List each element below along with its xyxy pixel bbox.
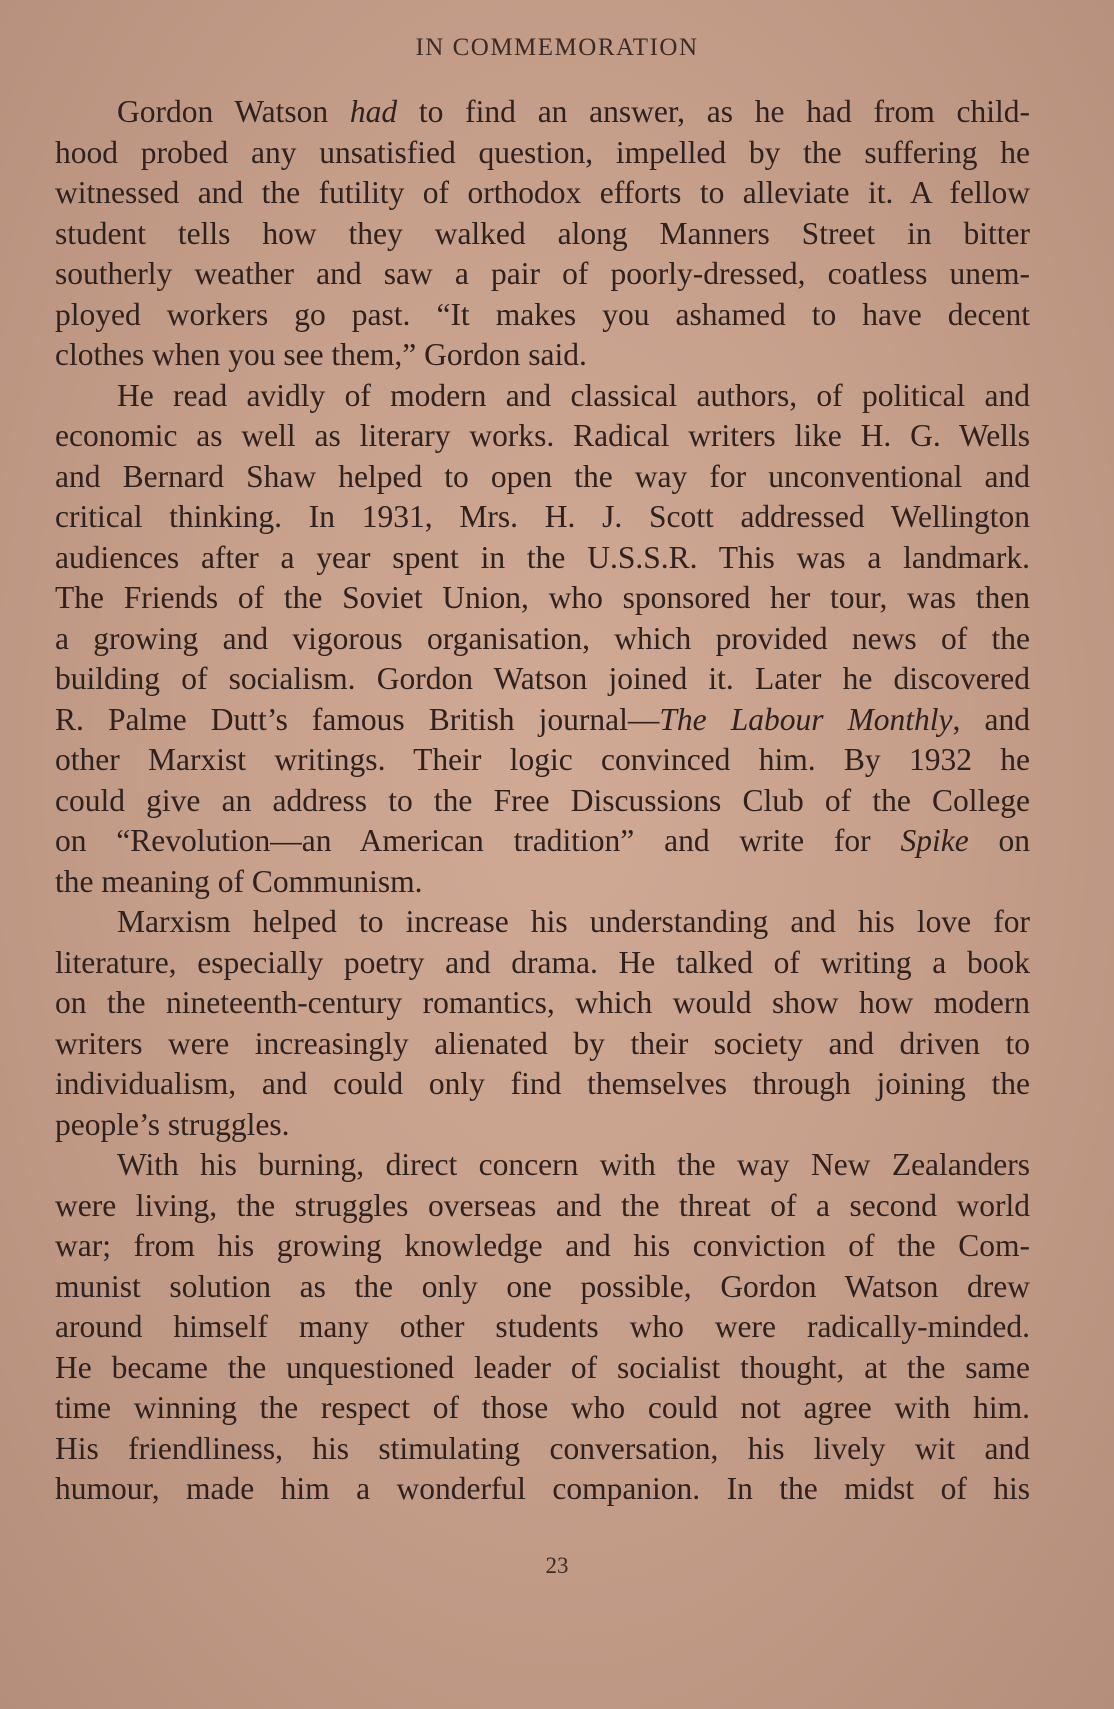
text-line [55, 983, 1030, 1024]
text-line [55, 1469, 1030, 1510]
text-line [55, 781, 1030, 822]
text-run: hood probed any unsatisfied question, impelled by the suffering he [55, 134, 1030, 170]
text-run: With his burning, direct concern with the way New Zealanders [117, 1147, 1030, 1182]
text-line [55, 497, 1030, 538]
text-run: clothes when you see them,” Gordon said. [55, 337, 587, 372]
text-line [55, 214, 1030, 255]
text-run: audiences after a year spent in the U.S.S.R. This was a landmark. [55, 539, 1030, 575]
italic-text: had [349, 94, 398, 129]
text-line [55, 821, 1030, 862]
text-run: critical thinking. In 1931, Mrs. H. J. Scott addressed Wellington [55, 499, 1030, 534]
text-run: other Marxist writings. Their logic convinced him. By 1932 he [55, 742, 1030, 777]
text-line [55, 457, 1030, 498]
text-run: Marxism helped to increase his understanding and his love for [117, 904, 1030, 939]
paragraph [55, 92, 1030, 376]
text-line [55, 1226, 1030, 1267]
text-line [55, 133, 1030, 174]
italic-text: Spike [900, 823, 969, 858]
text-run: around himself many other students who were radically-minded. [55, 1309, 1030, 1344]
text-run: witnessed and the futility of orthodox efforts to alleviate it. A fellow [55, 175, 1030, 210]
text-line [55, 1267, 1030, 1308]
text-run: people’s struggles. [55, 1106, 290, 1142]
paragraph [55, 376, 1030, 903]
text-line [55, 1186, 1030, 1227]
text-run: the meaning of Communism. [55, 863, 423, 899]
text-run: ployed workers go past. “It makes you ashamed to have decent [55, 296, 1030, 332]
body-text [55, 92, 1030, 1510]
text-run: Gordon Watson [117, 94, 350, 129]
text-run: writers were increasingly alienated by their society and driven to [55, 1025, 1030, 1061]
text-run: to find an answer, as he had from child- [397, 94, 1030, 129]
text-run: R. Palme Dutt’s famous British journal— [55, 701, 660, 737]
text-line [55, 1145, 1030, 1186]
text-line [55, 295, 1030, 336]
text-line [55, 416, 1030, 457]
text-line [55, 254, 1030, 295]
text-line [55, 902, 1030, 943]
text-line [55, 1307, 1030, 1348]
text-line [55, 1105, 1030, 1146]
text-run: building of socialism. Gordon Watson joined it. Later he discovered [55, 661, 1030, 696]
text-line [55, 1348, 1030, 1389]
text-run: humour, made him a wonderful companion. In the midst of his [55, 1471, 1030, 1506]
text-line [55, 538, 1030, 579]
text-line [55, 659, 1030, 700]
text-run: a growing and vigorous organisation, which provided news of the [55, 620, 1030, 656]
running-head: IN COMMEMORATION [415, 34, 699, 61]
text-run: He read avidly of modern and classical authors, of political and [117, 377, 1030, 413]
text-run: literature, especially poetry and drama. He talked of writing a book [55, 944, 1030, 980]
paragraph [55, 902, 1030, 1145]
text-line [55, 1064, 1030, 1105]
text-run: were living, the struggles overseas and the threat of a second world [55, 1187, 1030, 1223]
paragraph [55, 1145, 1030, 1510]
text-line [55, 740, 1030, 781]
page-number: 23 [545, 1553, 569, 1578]
italic-text: The Labour Monthly [659, 701, 953, 737]
text-run: , and [952, 701, 1030, 737]
text-run: on “Revolution—an American tradition” and write for [55, 823, 901, 858]
text-line [55, 578, 1030, 619]
text-run: and Bernard Shaw helped to open the way for unconventional and [55, 458, 1030, 494]
text-run: The Friends of the Soviet Union, who sponsored her tour, was then [55, 580, 1030, 615]
text-run: munist solution as the only one possible, Gordon Watson drew [55, 1268, 1030, 1304]
text-run: could give an address to the Free Discussions Club of the College [55, 782, 1030, 818]
text-line [55, 1024, 1030, 1065]
text-line [55, 1429, 1030, 1470]
text-run: time winning the respect of those who could not agree with him. [55, 1390, 1030, 1425]
text-line [55, 862, 1030, 903]
text-run: economic as well as literary works. Radical writers like H. G. Wells [55, 418, 1030, 453]
text-line [55, 335, 1030, 376]
text-line [55, 700, 1030, 741]
text-line [55, 619, 1030, 660]
text-run: war; from his growing knowledge and his conviction of the Com- [55, 1228, 1030, 1263]
text-run: on the nineteenth-century romantics, which would show how modern [55, 985, 1030, 1020]
text-run: on [968, 823, 1030, 858]
text-run: His friendliness, his stimulating conversation, his lively wit and [55, 1430, 1030, 1466]
text-line [55, 1388, 1030, 1429]
text-run: student tells how they walked along Manners Street in bitter [55, 215, 1030, 251]
text-run: He became the unquestioned leader of socialist thought, at the same [55, 1349, 1030, 1385]
text-line [55, 92, 1030, 133]
text-line [55, 173, 1030, 214]
text-line [55, 943, 1030, 984]
text-line [55, 376, 1030, 417]
text-run: southerly weather and saw a pair of poorly-dressed, coatless unem- [55, 256, 1030, 291]
text-run: individualism, and could only find themselves through joining the [55, 1066, 1030, 1101]
